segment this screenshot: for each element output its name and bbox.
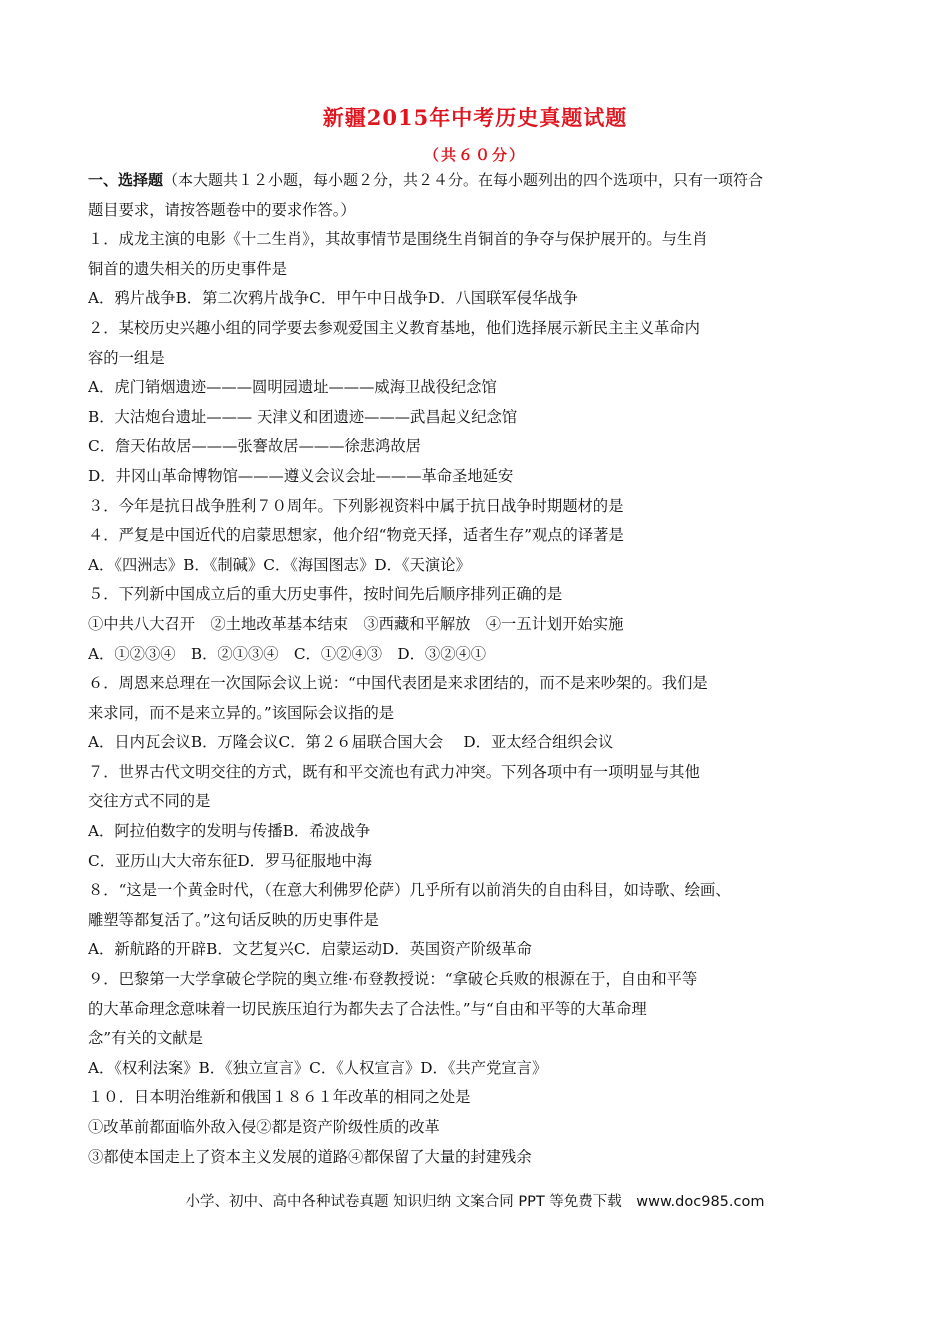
question-line: 的大革命理念意味着一切民族压迫行为都失去了合法性。”与“自由和平等的大革命理	[88, 999, 647, 1018]
question-line: ４．严复是中国近代的启蒙思想家，他介绍“物竞天择，适者生存”观点的译著是	[88, 526, 624, 545]
question-line: D．井冈山革命博物馆———遵义会议会址———革命圣地延安	[88, 466, 514, 485]
question-line: ８．“这是一个黄金时代，（在意大利佛罗伦萨）几乎所有以前消失的自由科目，如诗歌、绘画、	[88, 881, 731, 900]
question-line: ①中共八大召开 ②土地改革基本结束 ③西藏和平解放 ④一五计划开始实施	[88, 614, 624, 633]
question-body	[88, 166, 878, 1172]
section-instruction: （本大题共１２小题，每小题２分，共２４分。在每小题列出的四个选项中，只有一项符合	[163, 171, 764, 189]
question-line: A．虎门销烟遗迹———圆明园遗址———威海卫战役纪念馆	[88, 378, 497, 397]
score-subtitle: （共６０分）	[423, 146, 526, 164]
page-title: 新疆2015年中考历史真题试题	[322, 105, 628, 130]
question-line: ７．世界古代文明交往的方式，既有和平交流也有武力冲突。下列各项中有一项明显与其他	[88, 762, 700, 781]
question-line: ③都使本国走上了资本主义发展的道路④都保留了大量的封建残余	[88, 1147, 532, 1166]
section-instruction-line	[88, 166, 878, 196]
question-line: １０．日本明治维新和俄国１８６１年改革的相同之处是	[88, 1088, 471, 1107]
question-line: A．日内瓦会议B．万隆会议C．第２６届联合国大会 D．亚太经合组织会议	[88, 733, 614, 752]
question-line: A．鸦片战争B．第二次鸦片战争C．甲午中日战争D．八国联军侵华战争	[88, 289, 578, 308]
question-line: C．詹天佑故居———张謇故居———徐悲鸿故居	[88, 437, 421, 456]
question-line: C．亚历山大大帝东征D．罗马征服地中海	[88, 851, 373, 870]
question-line: B．大沽炮台遗址——— 天津义和团遗迹———武昌起义纪念馆	[88, 407, 518, 426]
question-line: 雕塑等都复活了。”这句话反映的历史事件是	[88, 910, 379, 929]
question-line: ３．今年是抗日战争胜利７０周年。下列影视资料中属于抗日战争时期题材的是	[88, 496, 624, 515]
question-line: A．新航路的开辟B．文艺复兴C．启蒙运动D．英国资产阶级革命	[88, 940, 532, 959]
question-line: ６．周恩来总理在一次国际会议上说：“中国代表团是来求团结的，而不是来吵架的。我们是	[88, 674, 708, 693]
question-line: A．阿拉伯数字的发明与传播B．希波战争	[88, 822, 371, 841]
question-line: A．《权利法案》B．《独立宣言》C．《人权宣言》D．《共产党宣言》	[88, 1058, 548, 1077]
page-footer: 小学、初中、高中各种试卷真题 知识归纳 文案合同 PPT 等免费下载 www.doc985.com	[185, 1194, 765, 1210]
section-heading: 一、选择题	[88, 171, 164, 189]
question-line: ２．某校历史兴趣小组的同学要去参观爱国主义教育基地，他们选择展示新民主主义革命内	[88, 318, 700, 337]
question-line: A．①②③④ B．②①③④ C．①②④③ D．③②④①	[88, 644, 487, 663]
question-line: 容的一组是	[88, 348, 165, 367]
question-lines	[88, 225, 878, 1172]
question-line: １．成龙主演的电影《十二生肖》，其故事情节是围绕生肖铜首的争夺与保护展开的。与生肖	[88, 230, 708, 249]
question-line: ５．下列新中国成立后的重大历史事件，按时间先后顺序排列正确的是	[88, 585, 563, 604]
question-line: ９．巴黎第一大学拿破仑学院的奥立维·布登教授说：“拿破仑兵败的根源在于，自由和平等	[88, 970, 698, 989]
section-instruction-cont: 题目要求，请按答题卷中的要求作答。）	[88, 200, 356, 219]
question-line: 来求同，而不是来立异的。”该国际会议指的是	[88, 703, 395, 722]
question-line: 铜首的遗失相关的历史事件是	[88, 259, 287, 278]
question-line: A．《四洲志》B．《制碱》C．《海国图志》D．《天演论》	[88, 555, 471, 574]
question-line: ①改革前都面临外敌入侵②都是资产阶级性质的改革	[88, 1118, 440, 1136]
question-line: 交往方式不同的是	[88, 792, 211, 811]
question-line: 念”有关的文献是	[88, 1029, 203, 1048]
